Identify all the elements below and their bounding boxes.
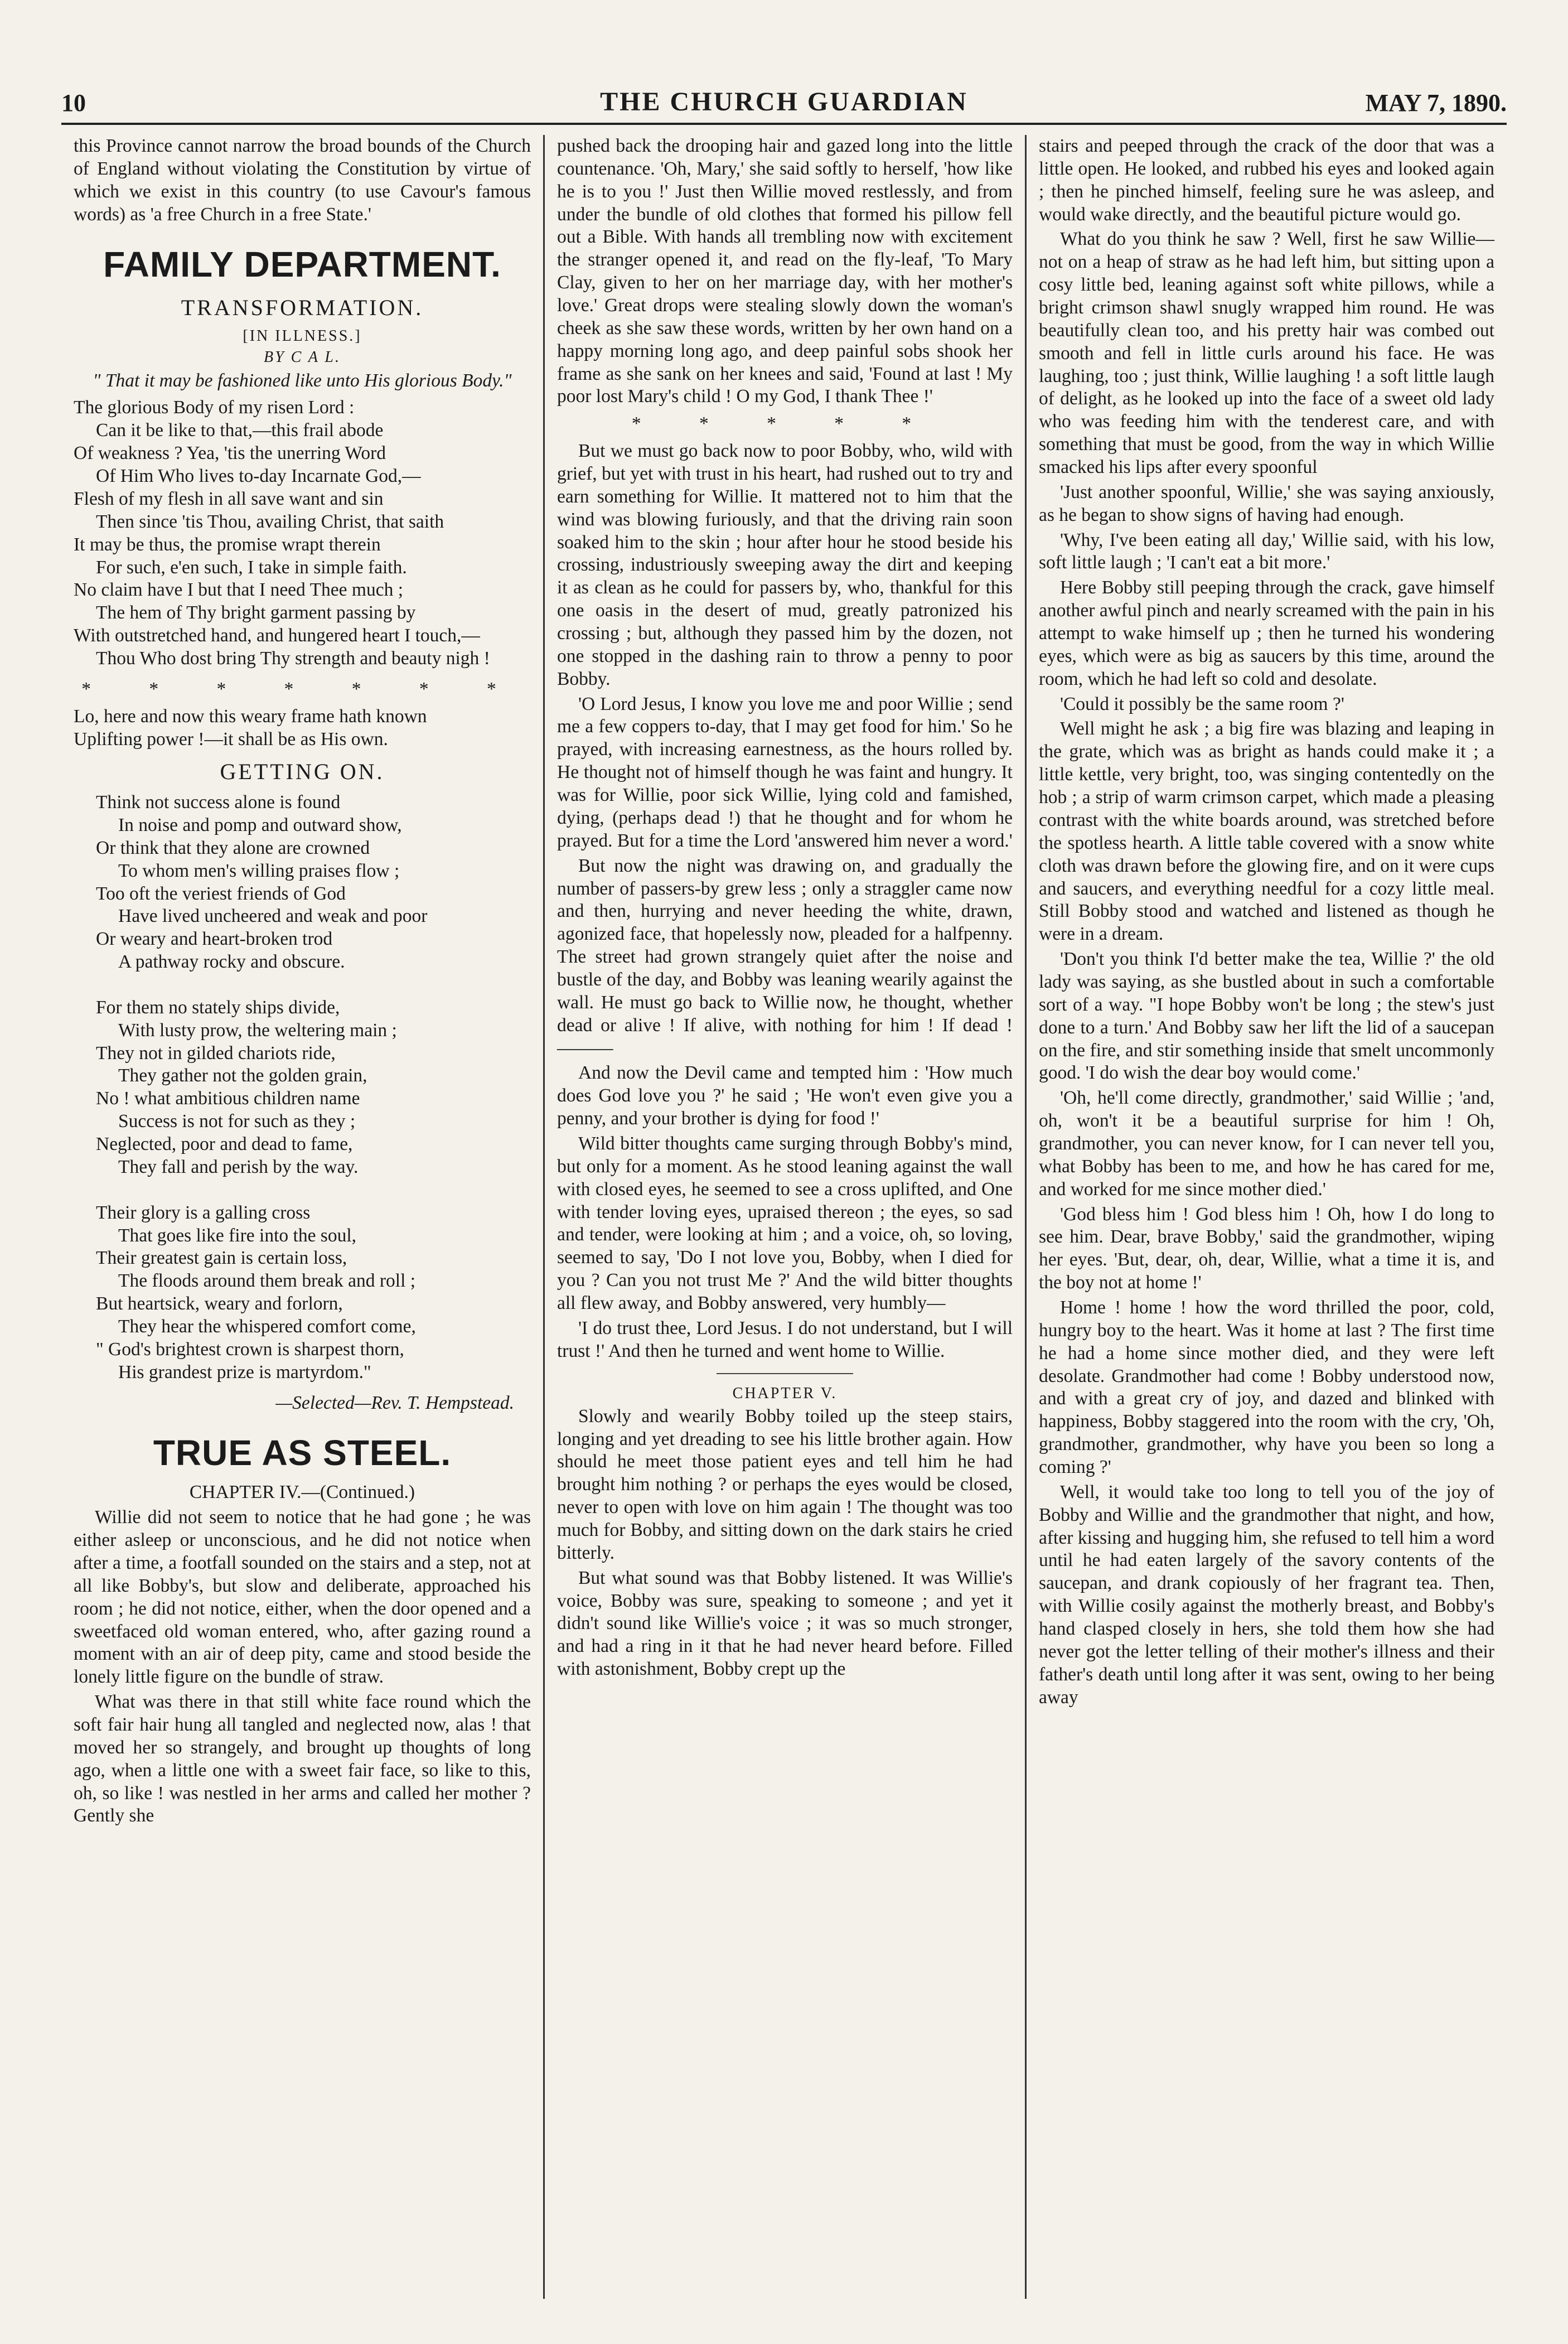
poem-line: For them no stately ships divide, — [96, 997, 340, 1018]
poem-line: Their glory is a galling cross — [96, 1202, 311, 1223]
paragraph: 'Could it possibly be the same room ?' — [1060, 693, 1344, 714]
poem-line: Their greatest gain is certain loss, — [96, 1248, 347, 1269]
paragraph: 'O Lord Jesus, I know you love me and poor Willie ; send me a few coppers to-day, that I may get food for him.' So he prayed, with increasing earnestness, as the hours rolled by. He thought not of himself though he was faint and hungry. It was for Willie, poor sick Willie, lying cold and famished, dying, (perhaps dead !) that he thought and for whom he prayed. But for a time the Lord 'answered him never a word.' — [557, 693, 1013, 851]
poem-title-transformation: TRANSFORMATION. — [181, 294, 424, 320]
column-2 — [543, 135, 1025, 2299]
poem-line: His grandest prize is martyrdom." — [118, 1361, 371, 1383]
poem-line: " God's brightest crown is sharpest thorn, — [96, 1338, 404, 1360]
poem-line: The hem of Thy bright garment passing by — [96, 602, 416, 624]
paragraph: Well might he ask ; a big fire was blazing and leaping in the grate, which was as bright as hands could make it ; a little kettle, very bright, too, was singing contentedly on the hob ; a strip of warm crimson carpet, which made a pleasing contrast with the white boards around, was stretched before the spotless hearth. A little table covered with a snow white cloth was drawn before the glowing fire, and on it were cups and saucers, and everything needful for a cozy little meal. Still Bobby stood and watched and listened as though he were in a dream. — [1039, 718, 1494, 945]
paragraph: What was there in that still white face round which the soft fair hair hung all tangled and neglected now, alas ! that moved her so strangely, and brought up thoughts of long ago, when a little one with a sweet fair face, so like to this, oh, so like ! was nestled in her arms and called her mother ? Gently she — [74, 1691, 531, 1826]
poem-attribution: —Selected—Rev. T. Hempstead. — [275, 1392, 514, 1413]
poem-line: With outstretched hand, and hungered heart I touch,— — [74, 625, 480, 646]
poem-line: To whom men's willing praises flow ; — [118, 860, 400, 881]
poem-line: Of Him Who lives to-day Incarnate God,— — [96, 466, 421, 487]
chapter-heading: CHAPTER IV.—(Continued.) — [189, 1482, 415, 1503]
poem-line: Have lived uncheered and weak and poor — [118, 906, 428, 927]
issue-date: MAY 7, 1890. — [1365, 89, 1507, 117]
paragraph: stairs and peeped through the crack of the door that was a little open. He looked, and rubbed his eyes and looked again ; then he pinched himself, feeling sure he was asleep, and would wake directly, and the beautiful picture would go. — [1039, 136, 1494, 225]
poem-line: Or weary and heart-broken trod — [96, 929, 333, 950]
poem-line: With lusty prow, the weltering main ; — [118, 1019, 397, 1041]
paragraph: this Province cannot narrow the broad bounds of the Church of England without violating the Constitution by virtue of which we exist in this country (to use Cavour's famous words) as 'a free Church in a free State.' — [74, 136, 531, 225]
section-heading-true-as-steel: TRUE AS STEEL. — [153, 1433, 452, 1473]
chapter-heading: CHAPTER V. — [732, 1384, 838, 1402]
poem-line: Then since 'tis Thou, availing Christ, that saith — [96, 511, 444, 532]
poem-line: The glorious Body of my risen Lord : — [74, 397, 355, 418]
paragraph: pushed back the drooping hair and gazed long into the little countenance. 'Oh, Mary,' she said softly to herself, 'how like he is to you !' Just then Willie moved restlessly, and from under the bundle of old clothes that formed his pillow fell out a Bible. With hands all trembling now with excitement the stranger opened it, and read on the fly-leaf, 'To Mary Clay, given to her on her marriage day, with her mother's love.' Great drops were stealing slowly down the woman's cheek as she saw these words, written by her own hand on a happy morning long ago, and deep painful sobs shook her frame as she sank on her knees and said, 'Found at last ! My poor lost Mary's child ! O my God, I thank Thee !' — [557, 136, 1013, 407]
text-columns — [61, 135, 1507, 2299]
poem-line: Thou Who dost bring Thy strength and beauty nigh ! — [96, 647, 490, 669]
poem-line: Flesh of my flesh in all save want and sin — [74, 488, 384, 509]
page-number: 10 — [61, 89, 86, 117]
poem-line — [74, 1179, 531, 1202]
poem-line: Too oft the veriest friends of God — [96, 883, 346, 904]
masthead-title: THE CHURCH GUARDIAN — [600, 87, 968, 117]
poem-line: They gather not the golden grain, — [118, 1065, 367, 1086]
paragraph: And now the Devil came and tempted him : 'How much does God love you ?' he said ; 'He won't even give you a penny, and your brother is dying for food !' — [557, 1062, 1013, 1129]
poem-subtitle: [IN ILLNESS.] — [243, 327, 362, 345]
poem-line: No claim have I but that I need Thee much ; — [74, 579, 404, 601]
paragraph: 'Oh, he'll come directly, grandmother,' said Willie ; 'and, oh, won't it be a beautiful surprise for him ! Oh, grandmother, you can never know, for I can never tell you, what Bobby has been to me, and how he has cared for me, and worked for me since mother died.' — [1039, 1088, 1494, 1200]
poem-line: A pathway rocky and obscure. — [118, 951, 345, 973]
poem-line: Lo, here and now this weary frame hath known — [74, 705, 427, 727]
poem-line: In noise and pomp and outward show, — [118, 815, 402, 836]
paragraph: Here Bobby still peeping through the crack, gave himself another awful pinch and nearly screamed with the pain in his attempt to wake himself up ; then he turned his wondering eyes, which were as big as saucers by this time, around the room, which he had left so cold and desolate. — [1039, 577, 1494, 689]
poem-line: They not in gilded chariots ride, — [96, 1042, 336, 1064]
poem-epigraph: " That it may be fashioned like unto His glorious Body." — [93, 370, 512, 391]
paragraph: Willie did not seem to notice that he had gone ; he was either asleep or unconscious, and he did not notice when after a time, a footfall sounded on the stairs and a step, not at all like Bobby's, but slow and deliberate, approached his room ; he did not notice, either, when the door opened and a sweetfaced old woman entered, who, after gazing round a moment with an air of deep pity, came and stood beside the lonely little figure on the bundle of straw. — [74, 1507, 531, 1688]
paragraph: But now the night was drawing on, and gradually the number of passers-by grew less ; only a straggler came now and then, hurrying and never heeding the white, drawn, agonized face, that hopelessly now, pleaded for a halfpenny. The street had grown strangely quiet after the noise and bustle of the day, and Bobby was leaning wearily against the wall. He must go back to Willie now, he thought, whether dead or alive ! If alive, with nothing for him ! If dead !——— — [557, 855, 1013, 1059]
page-header — [61, 61, 1507, 125]
paragraph: 'God bless him ! God bless him ! Oh, how I do long to see him. Dear, brave Bobby,' said the grandmother, wiping her eyes. 'But, dear, oh, dear, Willie, what a time it is, and the boy not at home !' — [1039, 1204, 1494, 1293]
poem-transformation — [74, 397, 531, 670]
paragraph: 'Don't you think I'd better make the tea, Willie ?' the old lady was saying, as she bustled about in such a comfortable sort of a way. "I hope Bobby won't be long ; the stew's just done to a turn.' And Bobby saw her lift the lid of a saucepan on the fire, and stir something inside that smelt uncommonly good. 'I do wish the dear boy would come.' — [1039, 949, 1494, 1084]
poem-line: They fall and perish by the way. — [118, 1156, 359, 1177]
paragraph: Slowly and wearily Bobby toiled up the steep stairs, longing and yet dreading to see his little brother again. How should he meet those patient eyes and tell him he had brought him nothing ? or perhaps the eyes would be closed, never to open with love on him again ! The thought was too much for Bobby, and sitting down on the dark stairs he cried bitterly. — [557, 1405, 1013, 1563]
poem-line: That goes like fire into the soul, — [118, 1225, 357, 1246]
section-heading-family: FAMILY DEPARTMENT. — [103, 244, 501, 285]
paragraph: What do you think he saw ? Well, first he saw Willie—not on a heap of straw as he had left him, but sitting upon a cosy little bed, leaning against soft white pillows, while a bright crimson shawl snugly wrapped him round. He was beautifully clean too, and his pretty hair was combed out smooth and fell in little curls around his face. He was laughing, too ; just think, Willie laughing ! a soft little laugh of delight, as he looked up into the face of a sweet old lady who was feeding him with the tenderest care, and with something that must be good, from the way in which Willie smacked his lips after every spoonful — [1039, 229, 1494, 478]
poem-line: The floods around them break and roll ; — [118, 1270, 416, 1292]
poem-line: For such, e'en such, I take in simple faith. — [96, 557, 407, 578]
stars-divider: * * * * * * * — [81, 678, 523, 699]
poem-line — [74, 974, 531, 997]
divider-rule — [717, 1373, 853, 1374]
poem-getting-on — [74, 791, 531, 1384]
paragraph: Home ! home ! how the word thrilled the poor, cold, hungry boy to the heart. Was it home at last ? The first time he had a home since mother died, and they were left desolate. Grandmother had come ! Bobby understood now, and with a great cry of joy, and dazed and blinked with happiness, Bobby staggered into the room with the cry, 'Oh, grandmother, grandmother, why have you been so long a coming ?' — [1039, 1297, 1494, 1477]
poem-line: Neglected, poor and dead to fame, — [96, 1134, 353, 1155]
poem-transformation-end — [74, 705, 531, 751]
paragraph: 'I do trust thee, Lord Jesus. I do not understand, but I will trust !' And then he turned and went home to Willie. — [557, 1317, 1013, 1361]
paragraph: But we must go back now to poor Bobby, who, wild with grief, but yet with trust in his heart, had rushed out to try and earn something for Willie. It mattered not to him that the wind was blowing furiously, and that the driving rain soon soaked him to the skin ; hour after hour he stood beside his crossing, industriously sweeping away the dirt and keeping it as clean as he could for passers by, who, thankful for this one oasis in the desert of mud, greatly patronized his crossing ; but, although they passed him by the dozen, not one stopped in the dashing rain to throw a penny to poor Bobby. — [557, 441, 1013, 689]
poem-line: Think not success alone is found — [96, 792, 341, 813]
poem-line: It may be thus, the promise wrapt therein — [74, 534, 381, 555]
paragraph: 'Why, I've been eating all day,' Willie said, with his low, soft little laugh ; 'I can't eat a bit more.' — [1039, 529, 1494, 573]
poem-byline: BY C A L. — [263, 349, 341, 366]
poem-line: But heartsick, weary and forlorn, — [96, 1293, 343, 1314]
paragraph: But what sound was that Bobby listened. It was Willie's voice, Bobby was sure, speaking to someone ; and yet it didn't sound like Willie's voice ; it was so much stronger, and had a ring in it that he had never heard before. Filled with astonishment, Bobby crept up the — [557, 1567, 1013, 1680]
paragraph: Well, it would take too long to tell you of the joy of Bobby and Willie and the grandmother that night, and how, after kissing and hugging him, she refused to tell him a word until he had eaten largely of the savory contents of the saucepan, and drank copiously of her fragrant tea. Then, with Willie cosily against the motherly breast, and Bobby's hand clasped closely in hers, she told them how she had never got the letter telling of their mother's illness and their father's death until long after it was sent, owing to her being away — [1039, 1481, 1494, 1708]
stars-divider: * * * * * — [631, 413, 938, 434]
poem-line: Of weakness ? Yea, 'tis the unerring Word — [74, 443, 386, 464]
poem-line: Success is not for such as they ; — [118, 1111, 356, 1132]
column-1 — [61, 135, 543, 2299]
paragraph: Wild bitter thoughts came surging through Bobby's mind, but only for a moment. As he stood leaning against the wall with closed eyes, he seemed to see a cross uplifted, and One with tender loving eyes, upraised thereon ; the eyes, so sad and tender, were looking at him ; and a voice, oh, so loving, seemed to say, 'Do I not love you, Bobby, when I died for you ? Can you not trust Me ?' And the wild bitter thoughts all flew away, and Bobby answered, very humbly— — [557, 1133, 1013, 1313]
paragraph: 'Just another spoonful, Willie,' she was saying anxiously, as he began to show signs of having had enough. — [1039, 481, 1494, 525]
poem-title-getting-on: GETTING ON. — [220, 759, 385, 785]
poem-line: Uplifting power !—it shall be as His own. — [74, 728, 388, 750]
poem-line: Can it be like to that,—this frail abode — [96, 420, 384, 441]
poem-line: No ! what ambitious children name — [96, 1088, 360, 1109]
poem-line: Or think that they alone are crowned — [96, 837, 370, 858]
poem-line: They hear the whispered comfort come, — [118, 1316, 416, 1337]
column-3 — [1025, 135, 1507, 2299]
